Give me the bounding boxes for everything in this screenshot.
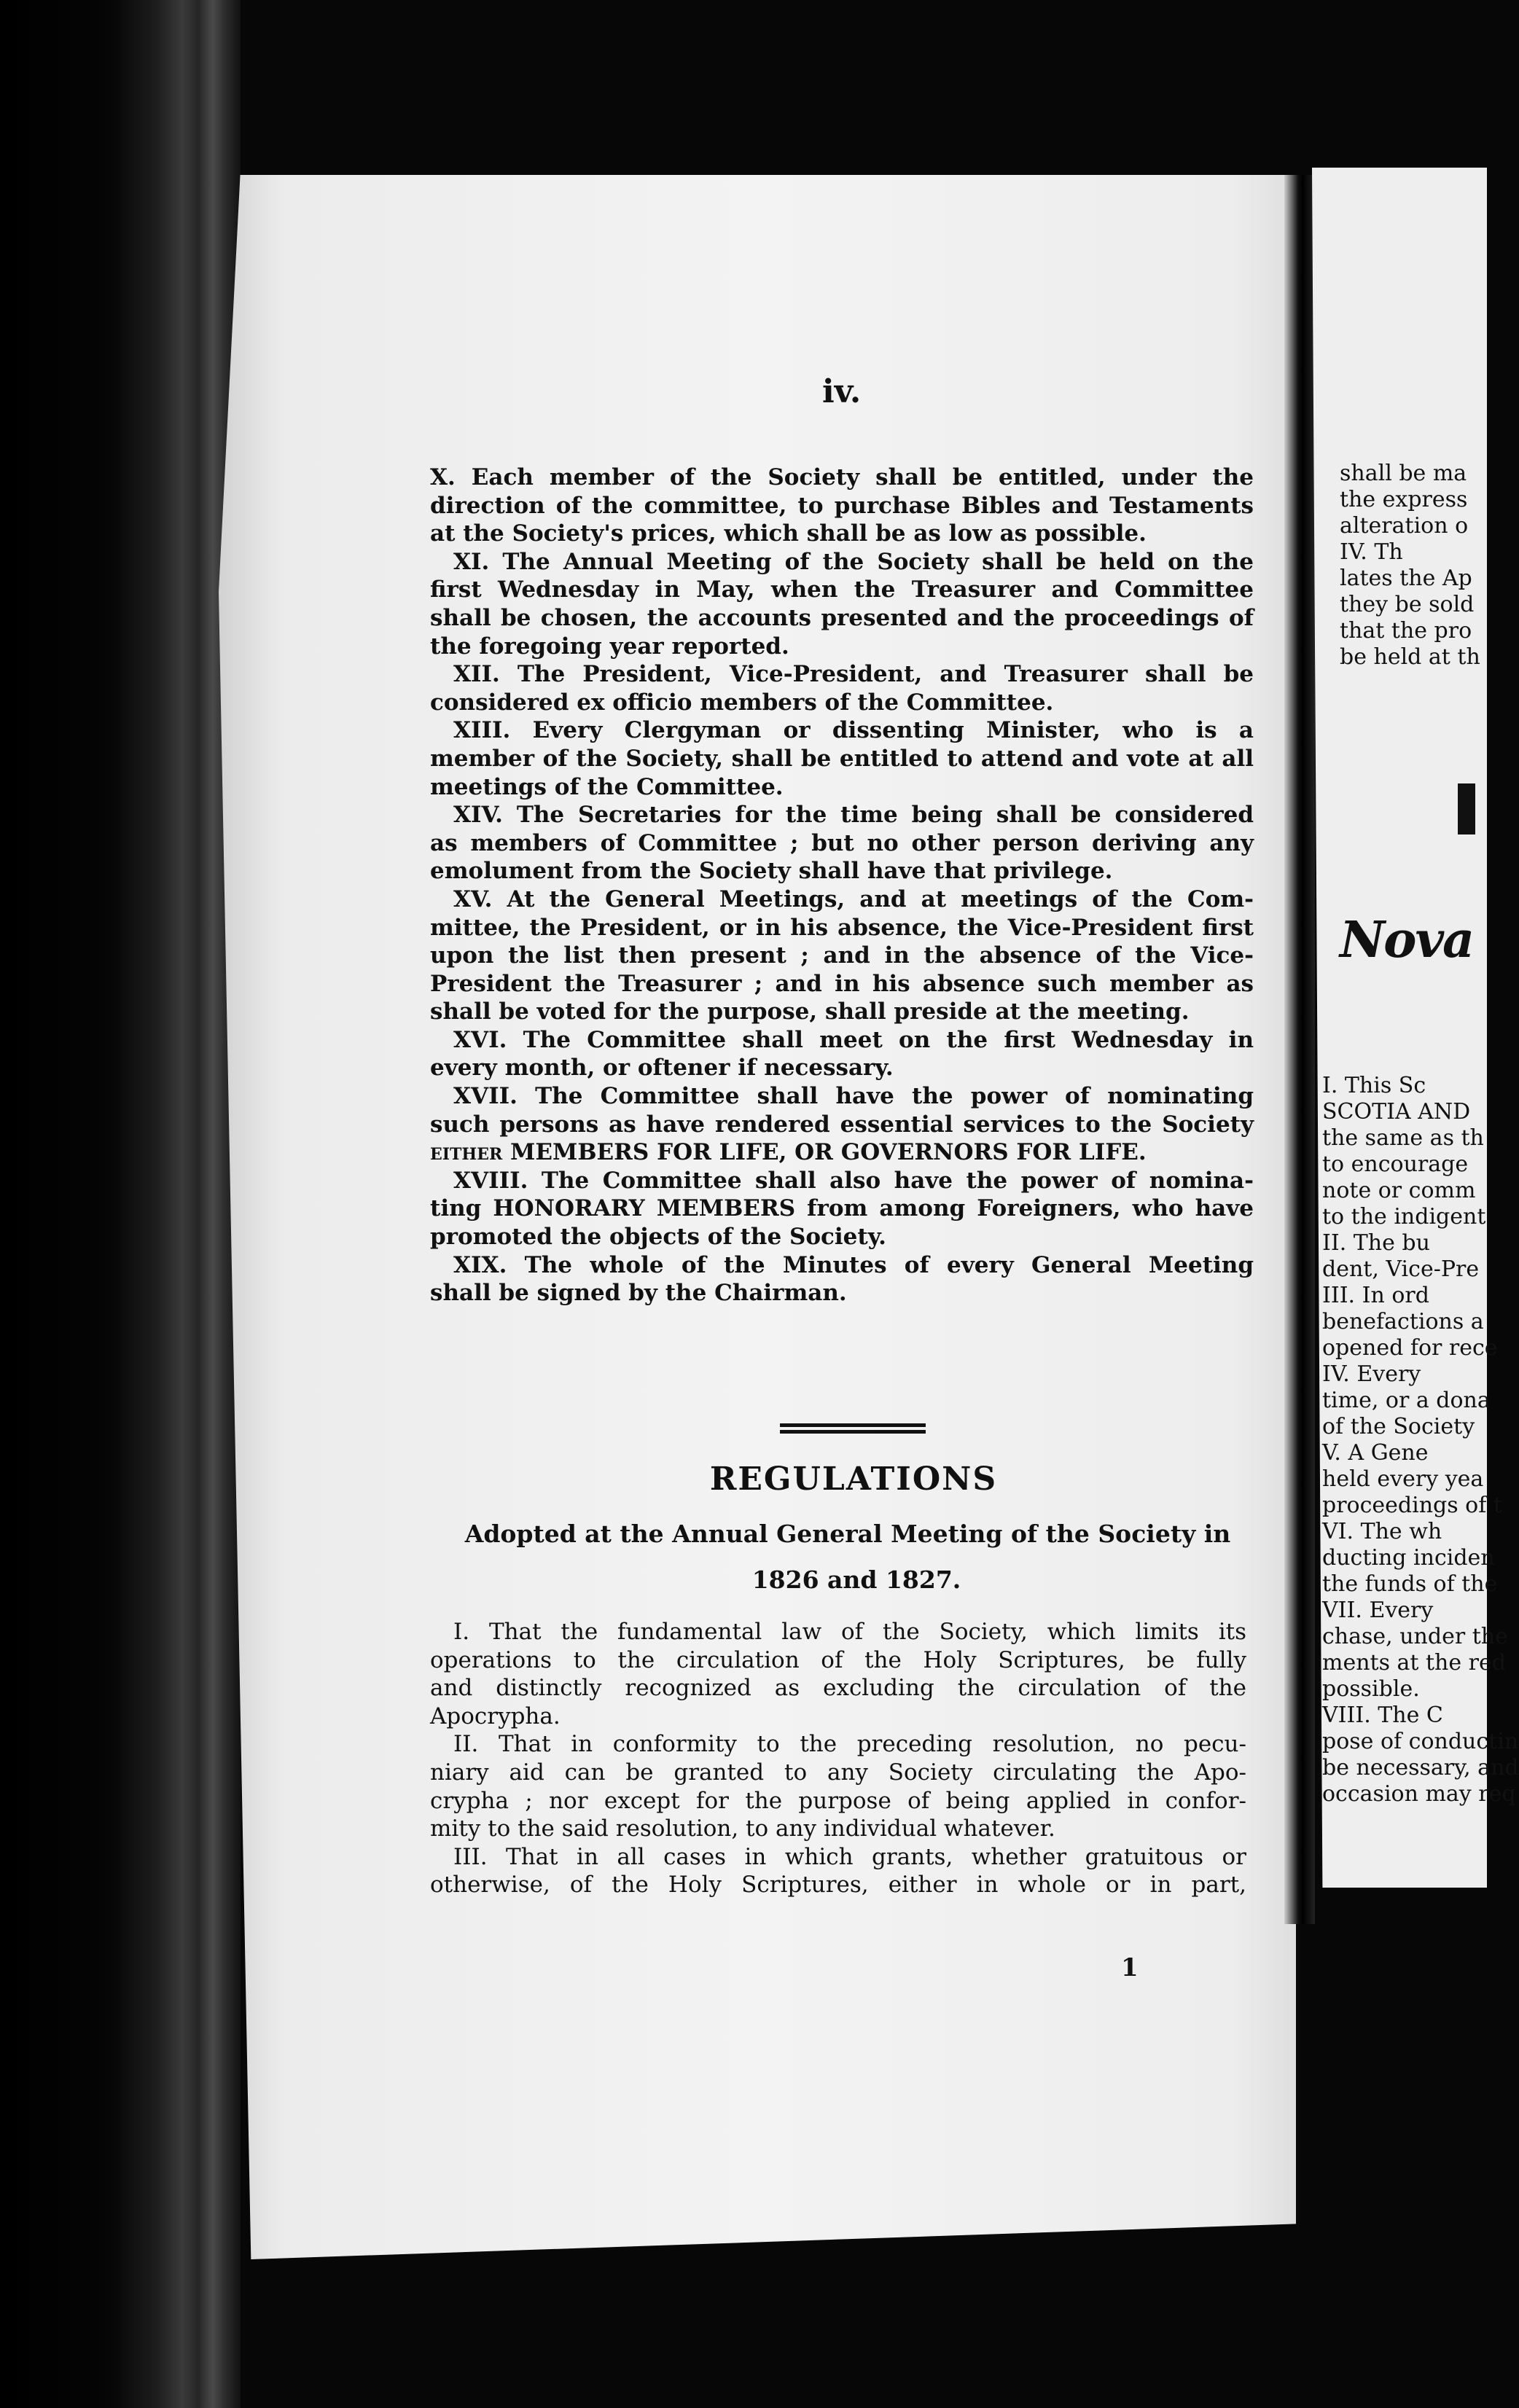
right-page-line: benefactions a [1322, 1309, 1484, 1334]
page-number: iv. [822, 373, 862, 410]
article-line: XIX. The whole of the Minutes of every General Meeting [453, 1251, 1254, 1278]
right-page-line: the same as th [1322, 1125, 1484, 1151]
regulation-line: and distinctly recognized as excluding the circulation of the [430, 1675, 1246, 1702]
article-line: shall be signed by the Chairman. [430, 1280, 847, 1307]
right-page-line: dent, Vice-Pre [1322, 1256, 1480, 1282]
regulation-line: III. That in all cases in which grants, whether gratuitous or [453, 1843, 1246, 1870]
right-page-line: I. This Sc [1322, 1073, 1426, 1098]
regulation-line: Apocrypha. [430, 1703, 561, 1729]
right-page-line: alteration o [1340, 513, 1469, 539]
article-line: XIV. The Secretaries for the time being shall be considered [453, 802, 1254, 829]
right-page-line: lates the Ap [1340, 566, 1472, 591]
right-page-line: IV. Th [1340, 539, 1403, 565]
article-line: member of the Society, shall be entitled to attend and vote at all [430, 745, 1254, 772]
article-line: considered ex officio members of the Committee. [430, 689, 1054, 716]
right-page-line: time, or a dona [1322, 1388, 1491, 1413]
article-line: direction of the committee, to purchase Bibles and Testaments [430, 492, 1254, 519]
right-page-line: to encourage [1322, 1152, 1469, 1177]
article-line: ting HONORARY MEMBERS from among Foreigners, who have [430, 1195, 1254, 1222]
article-line: emolument from the Society shall have that privilege. [430, 858, 1113, 885]
regulations-heading: REGULATIONS [709, 1461, 998, 1498]
article-line: XV. At the General Meetings, and at meetings of the Com- [453, 886, 1254, 912]
right-page-heading-fragment [1458, 783, 1475, 834]
right-page-line: of the Society [1322, 1414, 1475, 1439]
article-line: XIII. Every Clergyman or dissenting Minister, who is a [453, 717, 1254, 744]
right-page-line: the express [1340, 487, 1468, 512]
right-page-line: chase, under the [1322, 1624, 1508, 1649]
regulations-text-block [430, 1618, 1246, 1899]
right-page-line: that the pro [1340, 618, 1472, 644]
right-page-line: ments at the red [1322, 1650, 1506, 1676]
right-page-line: V. A Gene [1322, 1440, 1429, 1466]
article-line: upon the list then present ; and in the absence of the Vice- [430, 942, 1254, 969]
right-page-line: VIII. The C [1322, 1703, 1443, 1728]
right-page-line: IV. Every [1322, 1361, 1421, 1387]
right-page-line: note or comm [1322, 1178, 1476, 1203]
article-line: every month, or oftener if necessary. [430, 1055, 894, 1082]
book-binding-edge [0, 0, 241, 2408]
right-page-line: pose of conductin [1322, 1729, 1519, 1754]
article-line: XVI. The Committee shall meet on the first Wednesday in [453, 1026, 1254, 1053]
right-page-line: held every yea [1322, 1466, 1484, 1492]
right-page-line: ducting inciden [1322, 1545, 1495, 1571]
article-line: first Wednesday in May, when the Treasurer and Committee [430, 576, 1254, 603]
right-page-line: III. In ord [1322, 1283, 1429, 1308]
article-line: XI. The Annual Meeting of the Society shall be held on the [453, 548, 1254, 575]
right-page-line: shall be ma [1340, 461, 1467, 486]
article-line: at the Society's prices, which shall be as low as possible. [430, 520, 1147, 547]
right-page-blackletter-title: Nova [1340, 911, 1474, 969]
page-gutter [1284, 175, 1315, 1924]
section-divider-rule [780, 1423, 926, 1434]
regulations-years: 1826 and 1827. [751, 1565, 961, 1594]
right-page-line: the funds of the [1322, 1571, 1498, 1597]
article-line: as members of Committee ; but no other person deriving any [430, 829, 1254, 856]
right-page-line: proceedings of t [1322, 1493, 1502, 1518]
right-page-line: be held at th [1340, 644, 1480, 670]
articles-text-block [430, 464, 1254, 1307]
article-line: shall be chosen, the accounts presented and the proceedings of [430, 604, 1254, 631]
right-page-line: II. The bu [1322, 1230, 1430, 1256]
right-page-line: VI. The wh [1322, 1519, 1442, 1544]
regulation-line: mity to the said resolution, to any individual whatever. [430, 1815, 1055, 1842]
article-line: President the Treasurer ; and in his absence such member as [430, 970, 1254, 997]
right-page-line: to the indigent [1322, 1204, 1486, 1230]
article-line: mittee, the President, or in his absence, the Vice-President first [430, 914, 1254, 941]
article-line: meetings of the Committee. [430, 773, 784, 800]
regulation-line: niary aid can be granted to any Society circulating the Apo- [430, 1759, 1246, 1786]
right-page-top-text [1340, 461, 1480, 671]
right-page-line: possible. [1322, 1676, 1420, 1702]
article-line: XVII. The Committee shall have the power of nominating [453, 1083, 1254, 1110]
article-line: shall be voted for the purpose, shall preside at the meeting. [430, 998, 1190, 1025]
regulation-line: crypha ; nor except for the purpose of being applied in confor- [430, 1787, 1246, 1814]
right-page-bottom-text [1322, 1073, 1519, 1807]
right-page-line: SCOTIA AND [1322, 1099, 1471, 1125]
right-page-line: occasion may req [1322, 1781, 1516, 1807]
article-line: XVIII. The Committee shall also have the power of nomina- [453, 1167, 1254, 1194]
article-line: the foregoing year reported. [430, 633, 789, 660]
page-signature-mark: 1 [1121, 1953, 1139, 1982]
article-line: such persons as have rendered essential services to the Society [430, 1111, 1254, 1138]
article-line: promoted the objects of the Society. [430, 1224, 886, 1251]
article-line: X. Each member of the Society shall be entitled, under the [430, 464, 1254, 490]
regulation-line: I. That the fundamental law of the Society, which limits its [453, 1619, 1246, 1645]
right-page-line: opened for rece [1322, 1335, 1498, 1361]
regulation-line: II. That in conformity to the preceding resolution, no pecu- [453, 1731, 1246, 1758]
right-page-line: be necessary, and [1322, 1755, 1519, 1780]
regulations-subheading: Adopted at the Annual General Meeting of the Society in [464, 1520, 1231, 1548]
article-line: XII. The President, Vice-President, and Treasurer shall be [453, 661, 1254, 688]
regulation-line: operations to the circulation of the Holy Scriptures, be fully [430, 1646, 1246, 1673]
right-page-line: they be sold [1340, 592, 1475, 617]
article-line: either MEMBERS FOR LIFE, OR GOVERNORS FOR LIFE. [430, 1139, 1147, 1166]
right-page-line: VII. Every [1322, 1598, 1434, 1623]
regulation-line: otherwise, of the Holy Scriptures, either in whole or in part, [430, 1872, 1246, 1899]
